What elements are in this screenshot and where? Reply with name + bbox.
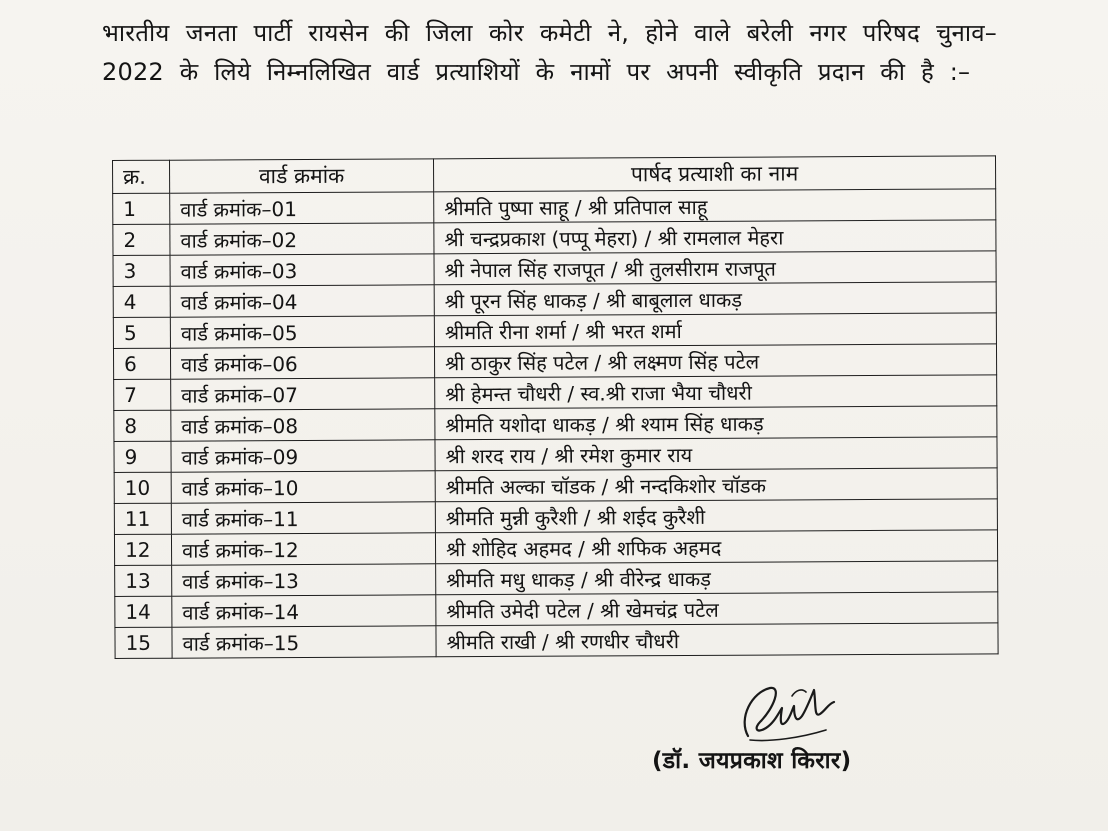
row-serial-number: 14 xyxy=(115,596,172,627)
table-row xyxy=(115,623,998,659)
table-row xyxy=(113,220,996,256)
row-ward-number: वार्ड क्रमांक–08 xyxy=(171,409,435,441)
row-candidate-name: श्रीमति यशोदा धाकड़ / श्री श्याम सिंह धाकड़ xyxy=(435,406,997,440)
row-candidate-name: श्रीमति राखी / श्री रणधीर चौधरी xyxy=(436,623,998,657)
table-row xyxy=(113,189,996,225)
table-row xyxy=(113,251,996,287)
row-ward-number: वार्ड क्रमांक–11 xyxy=(171,502,435,534)
row-serial-number: 7 xyxy=(114,379,171,410)
row-candidate-name: श्री पूरन सिंह धाकड़ / श्री बाबूलाल धाकड़ xyxy=(434,282,996,316)
row-serial-number: 11 xyxy=(114,503,171,534)
row-candidate-name: श्री ठाकुर सिंह पटेल / श्री लक्ष्मण सिंह पटेल xyxy=(434,344,996,378)
table-row xyxy=(114,437,997,473)
handwritten-signature-icon xyxy=(730,678,850,748)
row-candidate-name: श्री शरद राय / श्री रमेश कुमार राय xyxy=(435,437,997,471)
table-body xyxy=(113,189,998,659)
row-ward-number: वार्ड क्रमांक–02 xyxy=(170,223,434,255)
row-serial-number: 4 xyxy=(113,286,170,317)
row-serial-number: 8 xyxy=(114,410,171,441)
row-candidate-name: श्री शोहिद अहमद / श्री शफिक अहमद xyxy=(435,530,997,564)
row-candidate-name: श्री हेमन्त चौधरी / स्व.श्री राजा भैया चौधरी xyxy=(435,375,997,409)
row-serial-number: 3 xyxy=(113,255,170,286)
table-row xyxy=(114,499,997,535)
table-row xyxy=(115,561,998,597)
row-ward-number: वार्ड क्रमांक–13 xyxy=(172,564,436,596)
table-row xyxy=(113,313,996,349)
table-row xyxy=(114,375,997,411)
row-serial-number: 13 xyxy=(115,565,172,596)
row-serial-number: 9 xyxy=(114,441,171,472)
ward-candidates-table xyxy=(112,155,999,659)
row-ward-number: वार्ड क्रमांक–04 xyxy=(170,285,434,317)
header-ward-number: वार्ड क्रमांक xyxy=(170,159,434,193)
row-candidate-name: श्री नेपाल सिंह राजपूत / श्री तुलसीराम राजपूत xyxy=(434,251,996,285)
table-row xyxy=(113,344,996,380)
row-ward-number: वार्ड क्रमांक–15 xyxy=(172,626,436,658)
signatory-name: (डॉ. जयप्रकाश किरार) xyxy=(652,748,852,774)
row-candidate-name: श्रीमति पुष्पा साहू / श्री प्रतिपाल साहू xyxy=(434,189,996,223)
row-ward-number: वार्ड क्रमांक–01 xyxy=(170,192,434,224)
row-candidate-name: श्रीमति मधु धाकड़ / श्री वीरेन्द्र धाकड़ xyxy=(436,561,998,595)
table-row xyxy=(115,592,998,628)
row-ward-number: वार्ड क्रमांक–05 xyxy=(170,316,434,348)
row-ward-number: वार्ड क्रमांक–09 xyxy=(171,440,435,472)
row-ward-number: वार्ड क्रमांक–14 xyxy=(172,595,436,627)
row-serial-number: 6 xyxy=(113,348,170,379)
table-row xyxy=(114,530,997,566)
row-serial-number: 2 xyxy=(113,224,170,255)
row-ward-number: वार्ड क्रमांक–06 xyxy=(170,347,434,379)
row-ward-number: वार्ड क्रमांक–03 xyxy=(170,254,434,286)
row-candidate-name: श्री चन्द्रप्रकाश (पप्पू मेहरा) / श्री रामलाल मेहरा xyxy=(434,220,996,254)
row-ward-number: वार्ड क्रमांक–07 xyxy=(171,378,435,410)
row-candidate-name: श्रीमति मुन्नी कुरैशी / श्री शईद कुरैशी xyxy=(435,499,997,533)
table-row xyxy=(113,282,996,318)
row-serial-number: 10 xyxy=(114,472,171,503)
row-candidate-name: श्रीमति उमेदी पटेल / श्री खेमचंद्र पटेल xyxy=(436,592,998,626)
row-candidate-name: श्रीमति अल्का चॉडक / श्री नन्दकिशोर चॉडक xyxy=(435,468,997,502)
table-row xyxy=(114,468,997,504)
row-serial-number: 1 xyxy=(113,193,170,224)
row-serial-number: 15 xyxy=(115,627,172,658)
table-header-row xyxy=(113,156,996,194)
header-serial-number: क्र. xyxy=(113,160,170,193)
table-row xyxy=(114,406,997,442)
header-candidate-name: पार्षद प्रत्याशी का नाम xyxy=(433,156,995,192)
intro-paragraph: भारतीय जनता पार्टी रायसेन की जिला कोर कमेटी ने, होने वाले बरेली नगर परिषद चुनाव–2022 के लिये निम्नलिखित वार्ड प्रत्याशियों के नामों पर अपनी स्वीकृति प्रदान की है :– xyxy=(102,19,997,86)
row-ward-number: वार्ड क्रमांक–12 xyxy=(171,533,435,565)
row-candidate-name: श्रीमति रीना शर्मा / श्री भरत शर्मा xyxy=(434,313,996,347)
row-ward-number: वार्ड क्रमांक–10 xyxy=(171,471,435,503)
row-serial-number: 12 xyxy=(114,534,171,565)
row-serial-number: 5 xyxy=(113,317,170,348)
